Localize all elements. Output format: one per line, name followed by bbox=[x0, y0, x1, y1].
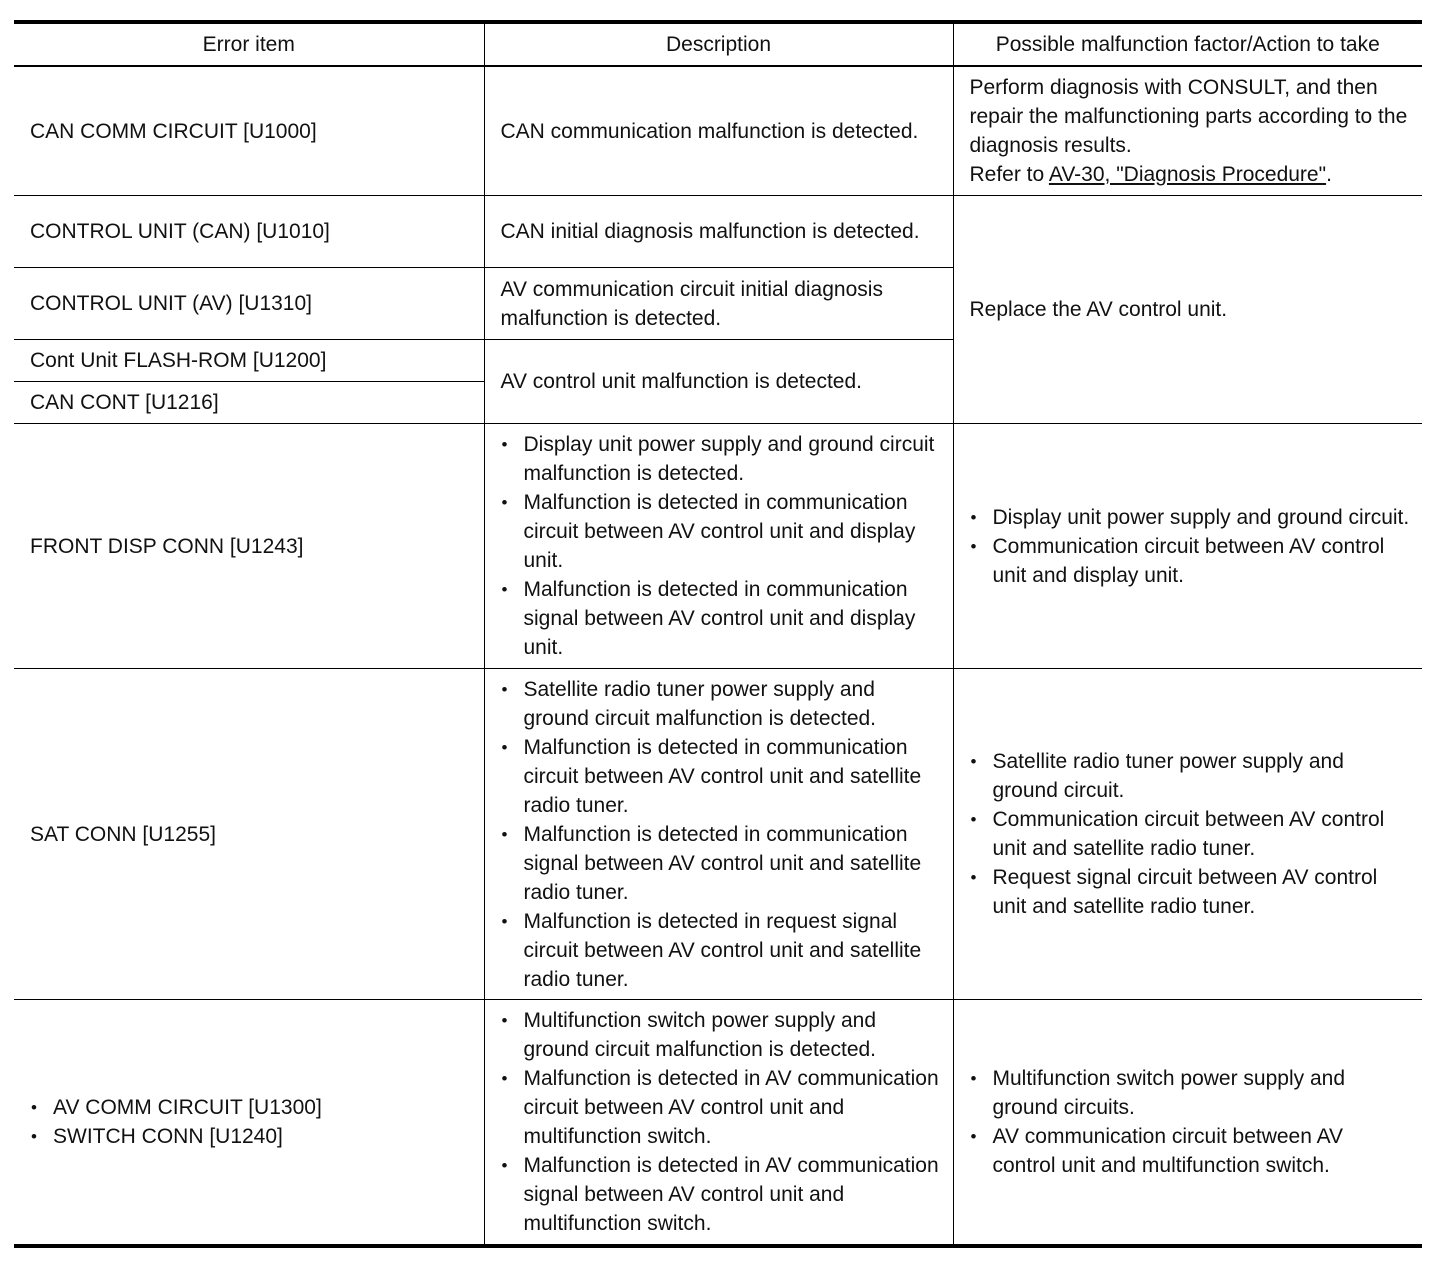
table-row bbox=[14, 669, 1422, 1000]
action-bullet-list bbox=[970, 503, 1411, 590]
header-error-item: Error item bbox=[14, 22, 484, 66]
list-item: • Malfunction is detected in communication signal between AV control unit and satellite radio tuner. bbox=[501, 820, 941, 907]
action-cell-replace-av-control-unit: Replace the AV control unit. bbox=[953, 196, 1422, 424]
diagnosis-procedure-link[interactable]: AV-30, "Diagnosis Procedure" bbox=[1048, 163, 1327, 186]
error-item-cell: CONTROL UNIT (AV) [U1310] bbox=[14, 268, 484, 340]
list-item: • Display unit power supply and ground circuit. bbox=[970, 503, 1411, 532]
description-bullet-list bbox=[501, 430, 941, 662]
error-item-cell: FRONT DISP CONN [U1243] bbox=[14, 424, 484, 669]
list-item: • Communication circuit between AV control unit and satellite radio tuner. bbox=[970, 805, 1411, 863]
description-bullet-list bbox=[501, 675, 941, 994]
action-reference bbox=[970, 160, 1411, 189]
list-item: • Malfunction is detected in AV communication circuit between AV control unit and multifunction switch. bbox=[501, 1064, 941, 1151]
list-item: • SWITCH CONN [U1240] bbox=[30, 1122, 472, 1151]
list-item: • Malfunction is detected in communication circuit between AV control unit and satellite radio tuner. bbox=[501, 733, 941, 820]
action-cell bbox=[953, 424, 1422, 669]
description-cell bbox=[484, 669, 953, 1000]
error-item-cell: Cont Unit FLASH-ROM [U1200] bbox=[14, 340, 484, 382]
description-cell: CAN initial diagnosis malfunction is detected. bbox=[484, 196, 953, 268]
list-item: • AV communication circuit between AV control unit and multifunction switch. bbox=[970, 1122, 1411, 1180]
description-bullet-list bbox=[501, 1006, 941, 1238]
list-item: • Malfunction is detected in request signal circuit between AV control unit and satellite radio tuner. bbox=[501, 907, 941, 994]
list-item: • Multifunction switch power supply and ground circuit malfunction is detected. bbox=[501, 1006, 941, 1064]
table-row bbox=[14, 1000, 1422, 1247]
list-item: • Request signal circuit between AV control unit and satellite radio tuner. bbox=[970, 863, 1411, 921]
reference-suffix: . bbox=[1326, 163, 1332, 186]
table-row bbox=[14, 196, 1422, 268]
list-item: • Communication circuit between AV control unit and display unit. bbox=[970, 532, 1411, 590]
list-item: • Malfunction is detected in AV communication signal between AV control unit and multifunction switch. bbox=[501, 1151, 941, 1238]
reference-prefix: Refer to bbox=[969, 163, 1049, 186]
header-action: Possible malfunction factor/Action to take bbox=[953, 22, 1422, 66]
list-item: • AV COMM CIRCUIT [U1300] bbox=[30, 1093, 472, 1122]
error-item-cell: CAN CONT [U1216] bbox=[14, 382, 484, 424]
list-item: • Display unit power supply and ground circuit malfunction is detected. bbox=[501, 430, 941, 488]
table-row bbox=[14, 424, 1422, 669]
error-item-cell bbox=[14, 1000, 484, 1247]
action-bullet-list bbox=[970, 747, 1411, 921]
description-cell bbox=[484, 1000, 953, 1247]
list-item: • Satellite radio tuner power supply and ground circuit malfunction is detected. bbox=[501, 675, 941, 733]
action-bullet-list bbox=[970, 1064, 1411, 1180]
action-cell bbox=[953, 66, 1422, 196]
action-cell bbox=[953, 669, 1422, 1000]
error-item-cell: CONTROL UNIT (CAN) [U1010] bbox=[14, 196, 484, 268]
list-item: • Malfunction is detected in communication signal between AV control unit and display unit. bbox=[501, 575, 941, 662]
table-header-row bbox=[14, 22, 1422, 66]
list-item: • Malfunction is detected in communication circuit between AV control unit and display unit. bbox=[501, 488, 941, 575]
description-cell bbox=[484, 424, 953, 669]
error-item-table bbox=[14, 20, 1422, 1248]
description-cell: AV communication circuit initial diagnosis malfunction is detected. bbox=[484, 268, 953, 340]
list-item: • Satellite radio tuner power supply and ground circuit. bbox=[970, 747, 1411, 805]
error-item-cell: CAN COMM CIRCUIT [U1000] bbox=[14, 66, 484, 196]
list-item: • Multifunction switch power supply and ground circuits. bbox=[970, 1064, 1411, 1122]
header-description: Description bbox=[484, 22, 953, 66]
description-cell-av-control-unit-malfunction: AV control unit malfunction is detected. bbox=[484, 340, 953, 424]
table-row bbox=[14, 66, 1422, 196]
error-item-cell: SAT CONN [U1255] bbox=[14, 669, 484, 1000]
description-cell: CAN communication malfunction is detected. bbox=[484, 66, 953, 196]
action-text: Perform diagnosis with CONSULT, and then repair the malfunctioning parts according to the diagnosis results. bbox=[969, 76, 1408, 157]
action-cell bbox=[953, 1000, 1422, 1247]
error-item-bullet-list bbox=[30, 1093, 472, 1151]
